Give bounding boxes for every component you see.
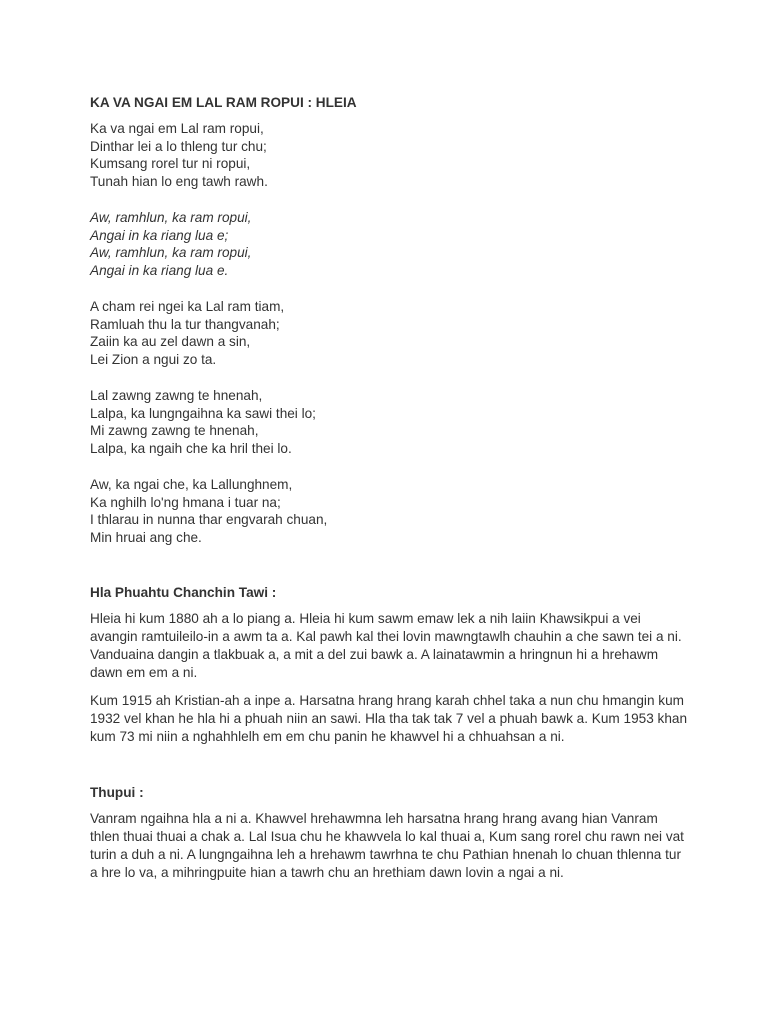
song-title: KA VA NGAI EM LAL RAM ROPUI : HLEIA (90, 95, 357, 110)
stanza-line: I thlarau in nunna thar engvarah chuan, (90, 512, 328, 527)
stanza-line: Dinthar lei a lo thleng tur chu; (90, 138, 267, 154)
stanza-line: Lalpa, ka ngaih che ka hril thei lo. (90, 440, 292, 456)
chorus-line: Aw, ramhlun, ka ram ropui, (90, 210, 252, 225)
theme-paragraph: Vanram ngaihna hla a ni a. Khawvel hrehawmna leh harsatna hrang hrang avang hian Vanram thlen thuai thuai a chak a. Lal Isua chu he khawvela lo kal thuai a, Kum sang rorel chu rawn nei vat turin a duh a ni. A lungngaihna leh a hrehawm tawrhna te chu Pathian hnenah lo chuan thlenna tur a hre lo va, a mihringpuite hian a tawrh chu an hrethiam dawn lovin a ngai a ni. (90, 811, 684, 880)
chorus-line: Aw, ramhlun, ka ram ropui, (90, 245, 252, 260)
history-paragraph-2: Kum 1915 ah Kristian-ah a inpe a. Harsatna hrang hrang karah chhel taka a nun chu hmangin kum 1932 vel khan he hla hi a phuah niin an sawi. Hla tha tak tak 7 vel a phuah bawk a. Kum 1953 khan kum 73 mi niin a nghahhlelh em em chu panin he khawvel hi a chhuahsan a ni. (90, 693, 688, 744)
chorus (90, 209, 690, 279)
stanza-line: Ka va ngai em Lal ram ropui, (90, 121, 264, 136)
stanza-line: A cham rei ngei ka Lal ram tiam, (90, 299, 285, 314)
chorus-line: Angai in ka riang lua e. (90, 262, 229, 278)
stanza-line: Zaiin ka au zel dawn a sin, (90, 334, 251, 349)
stanza-line: Tunah hian lo eng tawh rawh. (90, 173, 268, 189)
stanza-line: Kumsang rorel tur ni ropui, (90, 156, 251, 171)
stanza-line: Aw, ka ngai che, ka Lallunghnem, (90, 477, 293, 492)
chorus-line: Angai in ka riang lua e; (90, 227, 229, 243)
theme-heading: Thupui : (90, 785, 144, 800)
stanza-line: Lal zawng zawng te hnenah, (90, 388, 263, 403)
stanza-line: Ka nghilh lo'ng hmana i tuar na; (90, 494, 281, 510)
stanza-line: Lei Zion a ngui zo ta. (90, 351, 217, 367)
stanza-3 (90, 387, 690, 457)
history-heading: Hla Phuahtu Chanchin Tawi : (90, 585, 277, 600)
stanza-1 (90, 120, 690, 190)
stanza-line: Mi zawng zawng te hnenah, (90, 423, 259, 438)
stanza-line: Lalpa, ka lungngaihna ka sawi thei lo; (90, 405, 316, 421)
stanza-4 (90, 476, 690, 546)
history-paragraph-1: Hleia hi kum 1880 ah a lo piang a. Hleia hi kum sawm emaw lek a nih laiin Khawsikpui a vei avangin ramtuileilo-in a awm ta a. Kal pawh kal thei lovin mawngtawlh chauhin a che sawn tei a ni. Vanduaina dangin a tlakbuak a, a mit a del zui bawk a. A lainatawmin a hringnun hi a hrehawm dawn em em a ni. (90, 611, 682, 680)
stanza-2 (90, 298, 690, 368)
stanza-line: Ramluah thu la tur thangvanah; (90, 316, 280, 332)
stanza-line: Min hruai ang che. (90, 529, 202, 545)
